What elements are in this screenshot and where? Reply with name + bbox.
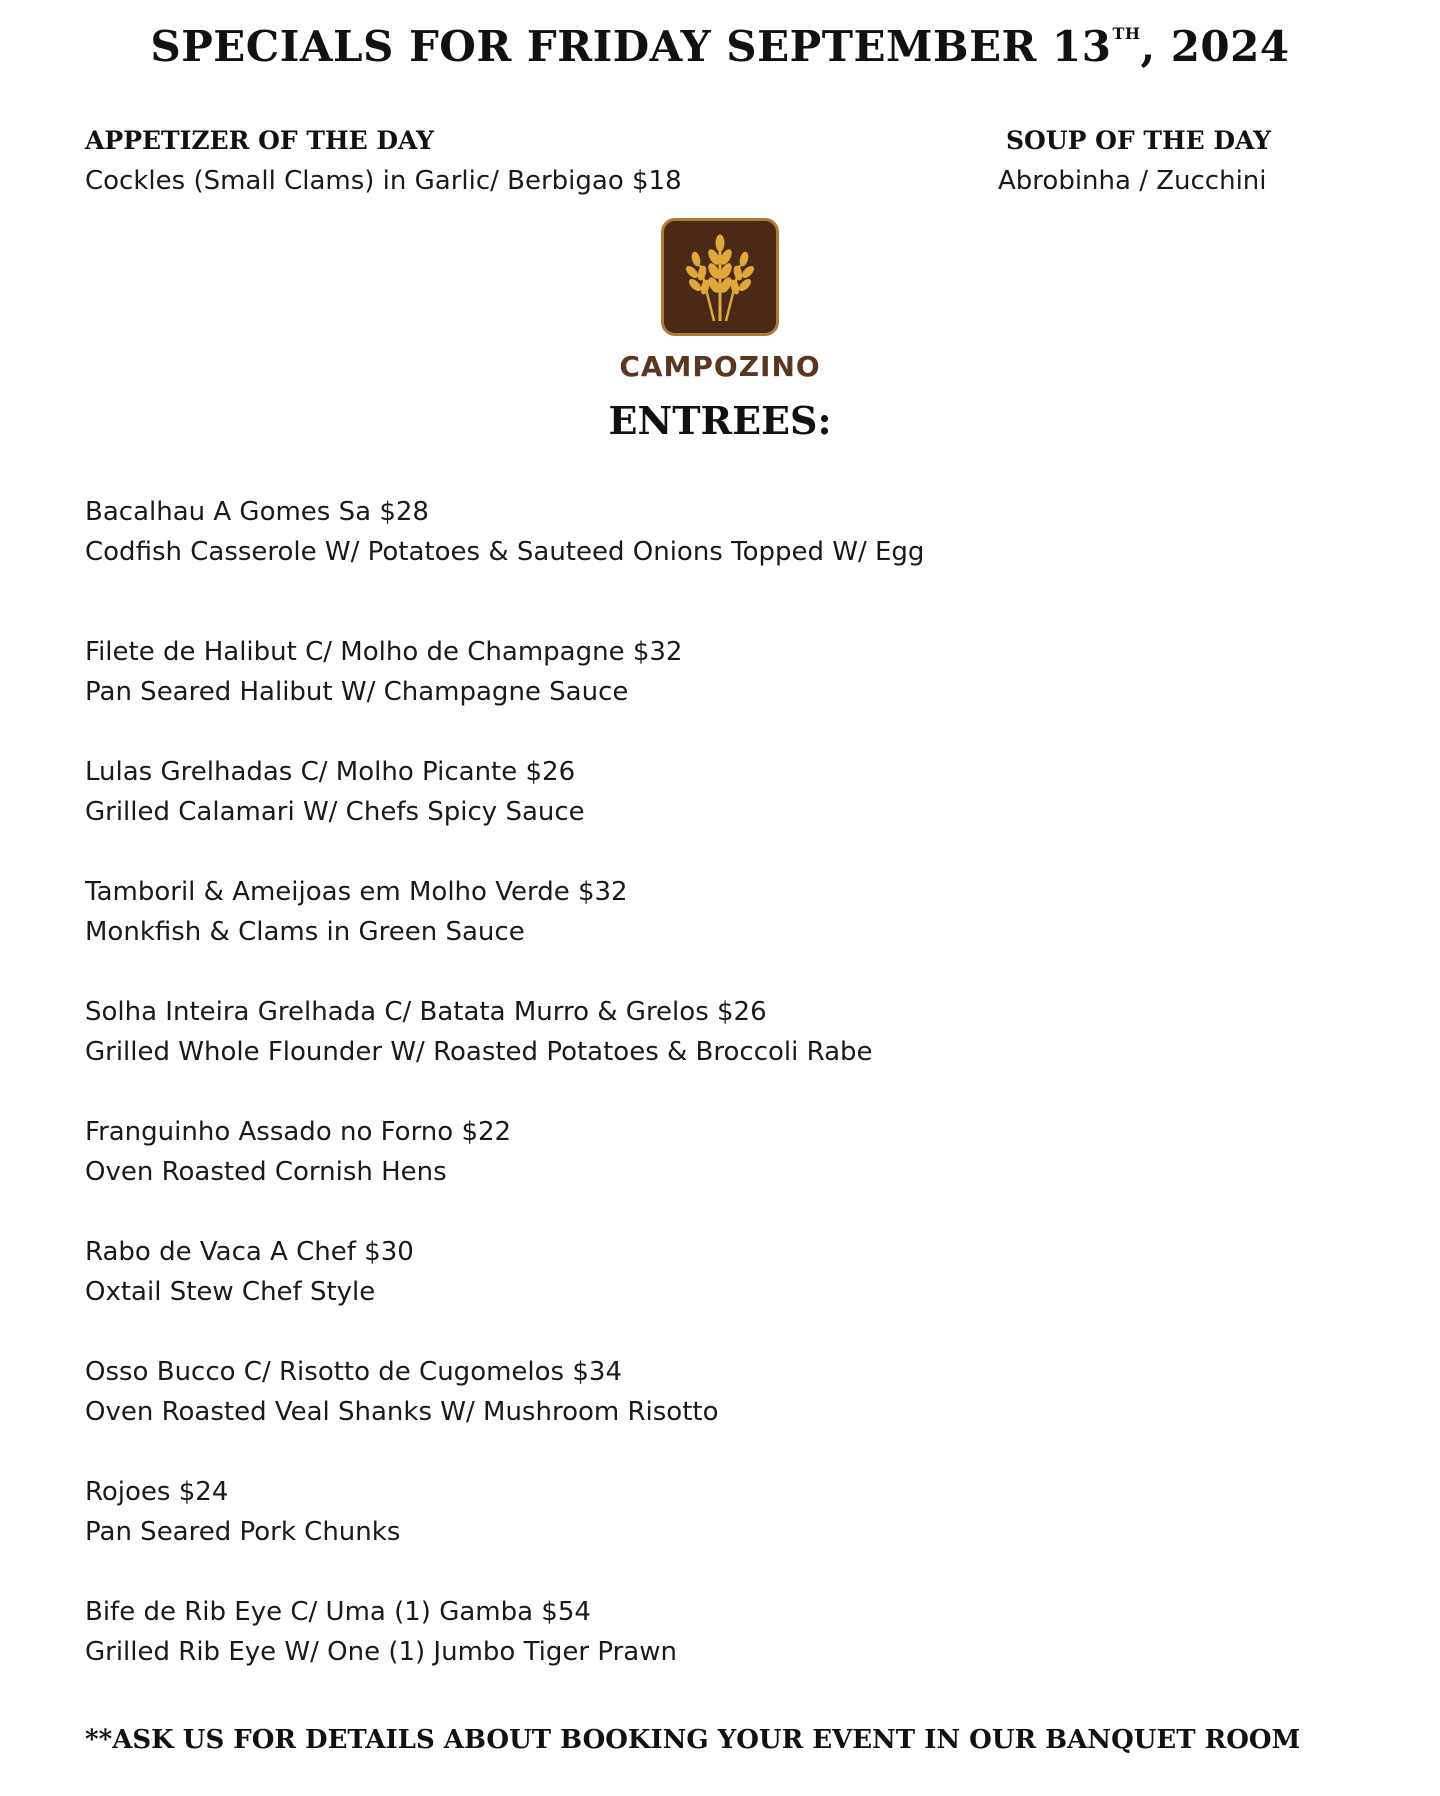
list-item xyxy=(85,632,1285,712)
entree-description: Pan Seared Halibut W/ Champagne Sauce xyxy=(85,677,629,707)
appetizer-section xyxy=(85,126,682,201)
logo-name: CAMPOZINO xyxy=(619,350,821,383)
title-main: SPECIALS FOR FRIDAY SEPTEMBER 13 xyxy=(150,22,1112,71)
entree-description: Pan Seared Pork Chunks xyxy=(85,1517,401,1547)
page-title xyxy=(0,22,1440,71)
entree-name: Franguinho Assado no Forno $22 xyxy=(85,1117,512,1147)
list-item xyxy=(85,752,1285,832)
list-item xyxy=(85,492,1285,572)
entree-description: Grilled Calamari W/ Chefs Spicy Sauce xyxy=(85,797,585,827)
logo-tile xyxy=(661,218,779,336)
list-item xyxy=(85,1592,1285,1672)
entree-description: Monkfish & Clams in Green Sauce xyxy=(85,917,525,947)
list-item xyxy=(85,1112,1285,1192)
entree-name: Bife de Rib Eye C/ Uma (1) Gamba $54 xyxy=(85,1597,591,1627)
entree-description: Oxtail Stew Chef Style xyxy=(85,1277,376,1307)
list-item xyxy=(85,1472,1285,1552)
list-item xyxy=(85,992,1285,1072)
entree-name: Bacalhau A Gomes Sa $28 xyxy=(85,497,429,527)
soup-heading: SOUP OF THE DAY xyxy=(1006,126,1272,155)
title-ordinal-suffix: TH xyxy=(1112,24,1141,43)
wheat-icon xyxy=(670,227,770,327)
list-item xyxy=(85,1352,1285,1432)
campozino-logo xyxy=(600,218,840,383)
entree-description: Grilled Whole Flounder W/ Roasted Potatoes & Broccoli Rabe xyxy=(85,1037,873,1067)
entree-name: Osso Bucco C/ Risotto de Cugomelos $34 xyxy=(85,1357,622,1387)
banquet-note: **ASK US FOR DETAILS ABOUT BOOKING YOUR EVENT IN OUR BANQUET ROOM xyxy=(85,1725,1301,1755)
entrees-heading: ENTREES: xyxy=(608,398,832,443)
entree-name: Rabo de Vaca A Chef $30 xyxy=(85,1237,414,1267)
entree-description: Codfish Casserole W/ Potatoes & Sauteed Onions Topped W/ Egg xyxy=(85,537,925,567)
entree-name: Filete de Halibut C/ Molho de Champagne $32 xyxy=(85,637,683,667)
entree-name: Solha Inteira Grelhada C/ Batata Murro & Grelos $26 xyxy=(85,997,767,1027)
title-year: , 2024 xyxy=(1140,22,1290,71)
appetizer-text: Cockles (Small Clams) in Garlic/ Berbigao $18 xyxy=(85,166,682,196)
entree-description: Oven Roasted Veal Shanks W/ Mushroom Risotto xyxy=(85,1397,719,1427)
appetizer-heading: APPETIZER OF THE DAY xyxy=(85,126,435,155)
entree-description: Grilled Rib Eye W/ One (1) Jumbo Tiger Prawn xyxy=(85,1637,677,1667)
entree-name: Rojoes $24 xyxy=(85,1477,229,1507)
list-item xyxy=(85,872,1285,952)
entree-name: Lulas Grelhadas C/ Molho Picante $26 xyxy=(85,757,576,787)
entree-name: Tamboril & Ameijoas em Molho Verde $32 xyxy=(85,877,628,907)
list-item xyxy=(85,1232,1285,1312)
soup-text: Abrobinha / Zucchini xyxy=(998,166,1267,196)
soup-section xyxy=(998,126,1271,201)
entree-description: Oven Roasted Cornish Hens xyxy=(85,1157,447,1187)
entrees-list xyxy=(85,492,1285,1712)
